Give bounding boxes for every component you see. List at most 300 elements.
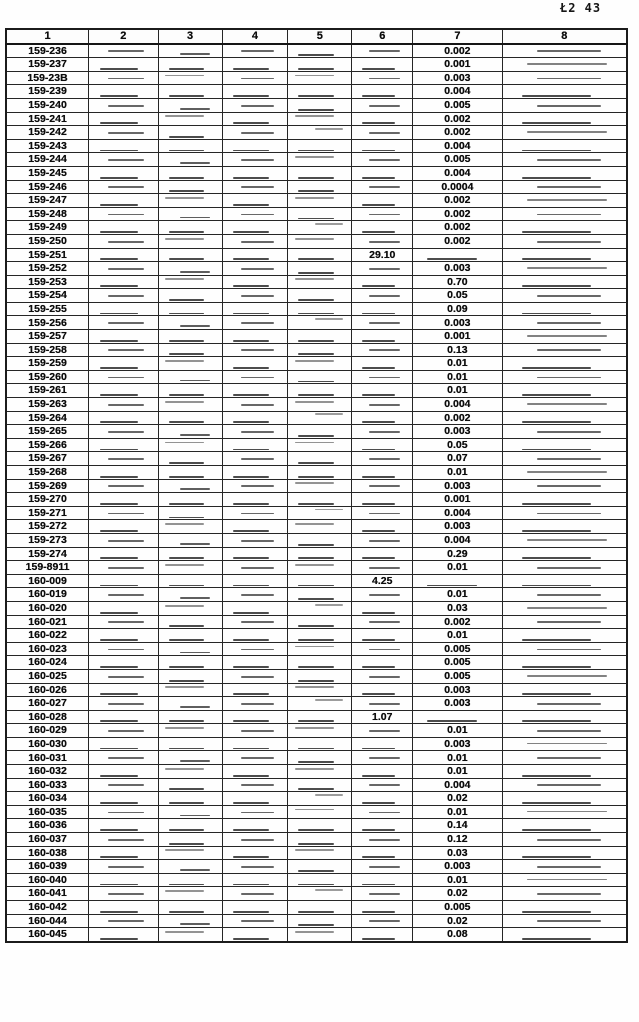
value-cell-col7: 0.002 xyxy=(413,112,502,126)
value-cell-col5 xyxy=(288,262,352,276)
value-cell-col8 xyxy=(502,262,627,276)
row-id-cell: 159-268 xyxy=(6,466,89,480)
value-cell-col3 xyxy=(158,629,222,643)
value-cell-col7: 0.01 xyxy=(413,751,502,765)
value-cell-col6 xyxy=(352,887,413,901)
column-header-1: 1 xyxy=(6,29,89,44)
row-id-cell: 159-260 xyxy=(6,370,89,384)
row-id-cell: 160-044 xyxy=(6,914,89,928)
value-cell-col7: 0.002 xyxy=(413,234,502,248)
value-cell-col7: 0.003 xyxy=(413,860,502,874)
value-cell-col5 xyxy=(288,493,352,507)
value-cell-col7: 0.01 xyxy=(413,466,502,480)
value-cell-col8 xyxy=(502,85,627,99)
value-cell-col2 xyxy=(89,588,159,602)
value-cell-col3 xyxy=(158,221,222,235)
row-id-cell: 159-245 xyxy=(6,166,89,180)
value-cell-col7: 0.001 xyxy=(413,493,502,507)
value-cell-col5 xyxy=(288,765,352,779)
value-cell-col4 xyxy=(222,479,288,493)
value-cell-col4 xyxy=(222,697,288,711)
value-cell-col4 xyxy=(222,98,288,112)
value-cell-col2 xyxy=(89,194,159,208)
table-row xyxy=(6,207,627,221)
value-cell-col6 xyxy=(352,126,413,140)
value-cell-col3 xyxy=(158,656,222,670)
value-cell-col4 xyxy=(222,792,288,806)
value-cell-col8 xyxy=(502,139,627,153)
value-cell-col6 xyxy=(352,547,413,561)
value-cell-col5 xyxy=(288,316,352,330)
value-cell-col8 xyxy=(502,466,627,480)
value-cell-col8 xyxy=(502,166,627,180)
value-cell-col3 xyxy=(158,928,222,942)
row-id-cell: 159-265 xyxy=(6,425,89,439)
value-cell-col3 xyxy=(158,384,222,398)
value-cell-col6 xyxy=(352,166,413,180)
value-cell-col4 xyxy=(222,805,288,819)
table-row xyxy=(6,724,627,738)
table-row xyxy=(6,601,627,615)
value-cell-col8 xyxy=(502,398,627,412)
value-cell-col5 xyxy=(288,452,352,466)
value-cell-col2 xyxy=(89,737,159,751)
value-cell-col6 xyxy=(352,629,413,643)
value-cell-col7: 0.02 xyxy=(413,914,502,928)
value-cell-col4 xyxy=(222,778,288,792)
value-cell-col7: 0.0004 xyxy=(413,180,502,194)
value-cell-col3 xyxy=(158,289,222,303)
value-cell-col6 xyxy=(352,411,413,425)
value-cell-col2 xyxy=(89,656,159,670)
value-cell-col2 xyxy=(89,71,159,85)
value-cell-col4 xyxy=(222,928,288,942)
row-id-cell: 159-256 xyxy=(6,316,89,330)
value-cell-col7: 0.003 xyxy=(413,683,502,697)
row-id-cell: 160-045 xyxy=(6,928,89,942)
value-cell-col2 xyxy=(89,139,159,153)
row-id-cell: 159-257 xyxy=(6,330,89,344)
value-cell-col8 xyxy=(502,928,627,942)
table-row xyxy=(6,221,627,235)
value-cell-col4 xyxy=(222,683,288,697)
row-id-cell: 159-248 xyxy=(6,207,89,221)
value-cell-col8 xyxy=(502,724,627,738)
value-cell-col5 xyxy=(288,914,352,928)
value-cell-col4 xyxy=(222,819,288,833)
row-id-cell: 159-253 xyxy=(6,275,89,289)
table-row xyxy=(6,683,627,697)
value-cell-col4 xyxy=(222,234,288,248)
value-cell-col2 xyxy=(89,112,159,126)
value-cell-col4 xyxy=(222,357,288,371)
row-id-cell: 159-250 xyxy=(6,234,89,248)
value-cell-col4 xyxy=(222,302,288,316)
row-id-cell: 159-272 xyxy=(6,520,89,534)
table-row xyxy=(6,262,627,276)
value-cell-col5 xyxy=(288,275,352,289)
table-row xyxy=(6,792,627,806)
value-cell-col7: 0.004 xyxy=(413,166,502,180)
value-cell-col5 xyxy=(288,846,352,860)
table-row xyxy=(6,615,627,629)
value-cell-col4 xyxy=(222,398,288,412)
row-id-cell: 159-246 xyxy=(6,180,89,194)
value-cell-col5 xyxy=(288,98,352,112)
table-row xyxy=(6,669,627,683)
row-id-cell: 159-8911 xyxy=(6,561,89,575)
value-cell-col6 xyxy=(352,466,413,480)
table-row xyxy=(6,302,627,316)
table-row xyxy=(6,166,627,180)
value-cell-col4 xyxy=(222,561,288,575)
value-cell-col8 xyxy=(502,520,627,534)
value-cell-col7: 0.003 xyxy=(413,71,502,85)
value-cell-col4 xyxy=(222,506,288,520)
value-cell-col2 xyxy=(89,601,159,615)
row-id-cell: 159-237 xyxy=(6,58,89,72)
table-row xyxy=(6,710,627,724)
page-corner-label: Ł2 43 xyxy=(560,1,602,15)
value-cell-col2 xyxy=(89,574,159,588)
value-cell-col6 xyxy=(352,112,413,126)
column-header-5: 5 xyxy=(288,29,352,44)
value-cell-col7: 0.004 xyxy=(413,398,502,412)
row-id-cell: 159-243 xyxy=(6,139,89,153)
value-cell-col2 xyxy=(89,166,159,180)
value-cell-col8 xyxy=(502,289,627,303)
table-row xyxy=(6,71,627,85)
column-header-4: 4 xyxy=(222,29,288,44)
value-cell-col7: 0.12 xyxy=(413,833,502,847)
value-cell-col8 xyxy=(502,357,627,371)
column-header-7: 7 xyxy=(413,29,502,44)
value-cell-col2 xyxy=(89,642,159,656)
table-row xyxy=(6,126,627,140)
value-cell-col4 xyxy=(222,833,288,847)
value-cell-col6 xyxy=(352,656,413,670)
row-id-cell: 159-251 xyxy=(6,248,89,262)
value-cell-col3 xyxy=(158,493,222,507)
value-cell-col2 xyxy=(89,914,159,928)
table-row xyxy=(6,574,627,588)
row-id-cell: 160-026 xyxy=(6,683,89,697)
value-cell-col4 xyxy=(222,139,288,153)
value-cell-col7: 0.01 xyxy=(413,384,502,398)
value-cell-col4 xyxy=(222,901,288,915)
value-cell-col8 xyxy=(502,765,627,779)
value-cell-col6 xyxy=(352,479,413,493)
value-cell-col6 xyxy=(352,901,413,915)
value-cell-col5 xyxy=(288,642,352,656)
value-cell-col2 xyxy=(89,262,159,276)
value-cell-col8 xyxy=(502,479,627,493)
value-cell-col6 xyxy=(352,357,413,371)
value-cell-col4 xyxy=(222,615,288,629)
row-id-cell: 159-258 xyxy=(6,343,89,357)
value-cell-col2 xyxy=(89,901,159,915)
value-cell-col7: 0.05 xyxy=(413,438,502,452)
table-row xyxy=(6,697,627,711)
value-cell-col5 xyxy=(288,873,352,887)
value-cell-col7: 0.08 xyxy=(413,928,502,942)
value-cell-col3 xyxy=(158,343,222,357)
value-cell-col6 xyxy=(352,438,413,452)
value-cell-col8 xyxy=(502,153,627,167)
value-cell-col8 xyxy=(502,669,627,683)
value-cell-col2 xyxy=(89,887,159,901)
value-cell-col4 xyxy=(222,588,288,602)
value-cell-col6 xyxy=(352,316,413,330)
value-cell-col7: 0.05 xyxy=(413,289,502,303)
table-row xyxy=(6,765,627,779)
value-cell-col7: 0.003 xyxy=(413,479,502,493)
row-id-cell: 159-274 xyxy=(6,547,89,561)
table-row xyxy=(6,493,627,507)
table-row xyxy=(6,520,627,534)
value-cell-col4 xyxy=(222,112,288,126)
value-cell-col3 xyxy=(158,466,222,480)
value-cell-col6 xyxy=(352,493,413,507)
row-id-cell: 159-266 xyxy=(6,438,89,452)
value-cell-col8 xyxy=(502,58,627,72)
value-cell-col7: 0.01 xyxy=(413,370,502,384)
value-cell-col6 xyxy=(352,194,413,208)
value-cell-col2 xyxy=(89,751,159,765)
value-cell-col7: 0.005 xyxy=(413,98,502,112)
value-cell-col8 xyxy=(502,574,627,588)
value-cell-col6 xyxy=(352,384,413,398)
value-cell-col2 xyxy=(89,180,159,194)
value-cell-col4 xyxy=(222,452,288,466)
table-row xyxy=(6,873,627,887)
value-cell-col4 xyxy=(222,275,288,289)
value-cell-col5 xyxy=(288,656,352,670)
value-cell-col5 xyxy=(288,669,352,683)
value-cell-col3 xyxy=(158,153,222,167)
value-cell-col6 xyxy=(352,71,413,85)
value-cell-col2 xyxy=(89,479,159,493)
value-cell-col3 xyxy=(158,370,222,384)
value-cell-col4 xyxy=(222,887,288,901)
value-cell-col6 xyxy=(352,737,413,751)
table-row xyxy=(6,860,627,874)
value-cell-col6 xyxy=(352,792,413,806)
value-cell-col6 xyxy=(352,139,413,153)
table-row xyxy=(6,330,627,344)
table-row xyxy=(6,452,627,466)
value-cell-col6 xyxy=(352,98,413,112)
value-cell-col4 xyxy=(222,207,288,221)
value-cell-col7: 0.005 xyxy=(413,669,502,683)
value-cell-col7: 0.004 xyxy=(413,139,502,153)
value-cell-col4 xyxy=(222,765,288,779)
table-row xyxy=(6,58,627,72)
value-cell-col3 xyxy=(158,887,222,901)
value-cell-col2 xyxy=(89,466,159,480)
value-cell-col4 xyxy=(222,425,288,439)
value-cell-col2 xyxy=(89,58,159,72)
value-cell-col5 xyxy=(288,438,352,452)
value-cell-col6 xyxy=(352,778,413,792)
value-cell-col5 xyxy=(288,533,352,547)
value-cell-col5 xyxy=(288,833,352,847)
value-cell-col6 xyxy=(352,180,413,194)
value-cell-col6 xyxy=(352,302,413,316)
value-cell-col3 xyxy=(158,479,222,493)
value-cell-col6 xyxy=(352,221,413,235)
value-cell-col6 xyxy=(352,370,413,384)
value-cell-col7: 0.13 xyxy=(413,343,502,357)
value-cell-col5 xyxy=(288,466,352,480)
value-cell-col7: 0.01 xyxy=(413,561,502,575)
row-id-cell: 159-259 xyxy=(6,357,89,371)
row-id-cell: 159-244 xyxy=(6,153,89,167)
value-cell-col2 xyxy=(89,615,159,629)
table-row xyxy=(6,398,627,412)
row-id-cell: 160-009 xyxy=(6,574,89,588)
value-cell-col4 xyxy=(222,370,288,384)
value-cell-col3 xyxy=(158,697,222,711)
value-cell-col7: 0.01 xyxy=(413,765,502,779)
value-cell-col4 xyxy=(222,316,288,330)
row-id-cell: 160-036 xyxy=(6,819,89,833)
table-row xyxy=(6,928,627,942)
value-cell-col8 xyxy=(502,533,627,547)
value-cell-col6 xyxy=(352,805,413,819)
table-row xyxy=(6,533,627,547)
value-cell-col3 xyxy=(158,860,222,874)
value-cell-col8 xyxy=(502,370,627,384)
row-id-cell: 160-022 xyxy=(6,629,89,643)
row-id-cell: 159-240 xyxy=(6,98,89,112)
row-id-cell: 160-042 xyxy=(6,901,89,915)
value-cell-col8 xyxy=(502,846,627,860)
value-cell-col7: 0.002 xyxy=(413,126,502,140)
value-cell-col8 xyxy=(502,547,627,561)
value-cell-col3 xyxy=(158,357,222,371)
value-cell-col8 xyxy=(502,316,627,330)
value-cell-col3 xyxy=(158,669,222,683)
row-id-cell: 159-252 xyxy=(6,262,89,276)
value-cell-col5 xyxy=(288,588,352,602)
value-cell-col3 xyxy=(158,805,222,819)
value-cell-col3 xyxy=(158,683,222,697)
value-cell-col6: 29.10 xyxy=(352,248,413,262)
row-id-cell: 160-020 xyxy=(6,601,89,615)
value-cell-col7: 0.29 xyxy=(413,547,502,561)
table-row xyxy=(6,914,627,928)
table-row xyxy=(6,98,627,112)
table-row xyxy=(6,425,627,439)
value-cell-col3 xyxy=(158,44,222,58)
value-cell-col2 xyxy=(89,153,159,167)
table-row xyxy=(6,112,627,126)
value-cell-col3 xyxy=(158,792,222,806)
table-row xyxy=(6,275,627,289)
value-cell-col7: 0.09 xyxy=(413,302,502,316)
table-row xyxy=(6,139,627,153)
value-cell-col8 xyxy=(502,411,627,425)
table-row xyxy=(6,411,627,425)
value-cell-col5 xyxy=(288,710,352,724)
value-cell-col7: 0.003 xyxy=(413,737,502,751)
value-cell-col5 xyxy=(288,683,352,697)
value-cell-col5 xyxy=(288,574,352,588)
value-cell-col6 xyxy=(352,275,413,289)
row-id-cell: 159-261 xyxy=(6,384,89,398)
table-row xyxy=(6,751,627,765)
value-cell-col2 xyxy=(89,425,159,439)
value-cell-col3 xyxy=(158,248,222,262)
value-cell-col2 xyxy=(89,234,159,248)
value-cell-col3 xyxy=(158,778,222,792)
row-id-cell: 160-038 xyxy=(6,846,89,860)
table-row xyxy=(6,887,627,901)
value-cell-col2 xyxy=(89,778,159,792)
value-cell-col5 xyxy=(288,792,352,806)
table-row xyxy=(6,438,627,452)
table-row xyxy=(6,846,627,860)
row-id-cell: 160-030 xyxy=(6,737,89,751)
value-cell-col3 xyxy=(158,914,222,928)
row-id-cell: 159-264 xyxy=(6,411,89,425)
value-cell-col4 xyxy=(222,166,288,180)
value-cell-col8 xyxy=(502,506,627,520)
value-cell-col7: 0.003 xyxy=(413,425,502,439)
value-cell-col6 xyxy=(352,207,413,221)
value-cell-col2 xyxy=(89,221,159,235)
value-cell-col8 xyxy=(502,275,627,289)
value-cell-col4 xyxy=(222,601,288,615)
value-cell-col6 xyxy=(352,765,413,779)
table-row xyxy=(6,44,627,58)
value-cell-col7: 0.01 xyxy=(413,357,502,371)
value-cell-col2 xyxy=(89,370,159,384)
value-cell-col4 xyxy=(222,873,288,887)
value-cell-col6 xyxy=(352,928,413,942)
value-cell-col6 xyxy=(352,697,413,711)
value-cell-col8 xyxy=(502,343,627,357)
value-cell-col3 xyxy=(158,846,222,860)
value-cell-col6 xyxy=(352,262,413,276)
value-cell-col8 xyxy=(502,792,627,806)
column-header-3: 3 xyxy=(158,29,222,44)
value-cell-col3 xyxy=(158,71,222,85)
value-cell-col4 xyxy=(222,533,288,547)
value-cell-col6 xyxy=(352,289,413,303)
value-cell-col6 xyxy=(352,846,413,860)
value-cell-col8 xyxy=(502,221,627,235)
value-cell-col3 xyxy=(158,547,222,561)
value-cell-col4 xyxy=(222,724,288,738)
value-cell-col3 xyxy=(158,98,222,112)
value-cell-col2 xyxy=(89,44,159,58)
value-cell-col7: 0.005 xyxy=(413,656,502,670)
row-id-cell: 159-241 xyxy=(6,112,89,126)
value-cell-col2 xyxy=(89,384,159,398)
value-cell-col7: 0.03 xyxy=(413,846,502,860)
value-cell-col5 xyxy=(288,139,352,153)
row-id-cell: 159-236 xyxy=(6,44,89,58)
value-cell-col5 xyxy=(288,887,352,901)
table-row xyxy=(6,901,627,915)
value-cell-col3 xyxy=(158,574,222,588)
value-cell-col7 xyxy=(413,710,502,724)
value-cell-col2 xyxy=(89,561,159,575)
value-cell-col3 xyxy=(158,275,222,289)
value-cell-col8 xyxy=(502,887,627,901)
